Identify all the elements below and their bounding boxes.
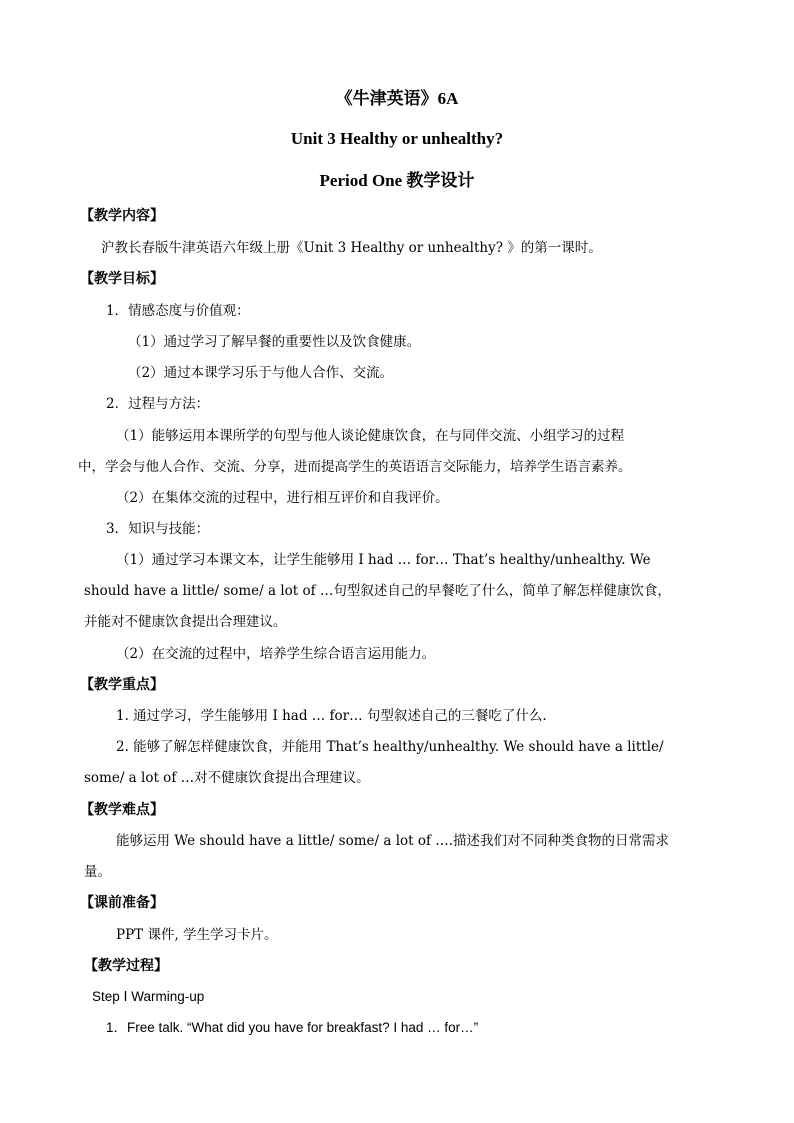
step-1-item-1: 1．Free talk. “What did you have for breakfast? I had … for…” — [106, 1020, 479, 1035]
goal-3: 3．知识与技能： — [106, 521, 210, 537]
goal-2-1-line2: 中，学会与他人合作、交流、分享，进而提高学生的英语语言交际能力，培养学生语言素养。 — [78, 459, 632, 475]
goal-2-2: （2）在集体交流的过程中，进行相互评价和自我评价。 — [116, 490, 449, 506]
heading-goals: 【教学目标】 — [80, 271, 164, 287]
heading-key-points: 【教学重点】 — [80, 677, 164, 693]
goal-1-1: （1）通过学习了解早餐的重要性以及饮食健康。 — [128, 334, 421, 350]
key-point-2-line1: 2. 能够了解怎样健康饮食，并能用 That’s healthy/unhealthy. We should have a little/ — [116, 739, 664, 755]
difficulty-line1: 能够运用 We should have a little/ some/ a lot of ….描述我们对不同种类食物的日常需求 — [116, 833, 670, 849]
key-point-2-line2: some/ a lot of …对不健康饮食提出合理建议。 — [84, 770, 370, 786]
unit-title: Unit 3 Healthy or unhealthy? — [290, 129, 504, 148]
heading-content: 【教学内容】 — [80, 208, 164, 224]
heading-preparation: 【课前准备】 — [80, 895, 164, 911]
goal-3-1-line1: （1）通过学习本课文本，让学生能够用 I had … for… That’s healthy/unhealthy. We — [116, 552, 651, 568]
heading-process: 【教学过程】 — [84, 958, 168, 974]
goal-1: 1．情感态度与价值观： — [106, 303, 250, 319]
key-point-1: 1. 通过学习，学生能够用 I had … for… 句型叙述自己的三餐吃了什么. — [116, 708, 547, 724]
period-title: Period One 教学设计 — [319, 171, 475, 190]
goal-3-1-line2: should have a little/ some/ a lot of …句型叙述自己的早餐吃了什么，简单了解怎样健康饮食， — [84, 583, 671, 599]
goal-2-1-line1: （1）能够运用本课所学的句型与他人谈论健康饮食，在与同伴交流、小组学习的过程 — [116, 428, 625, 444]
step-1-heading: Step Ⅰ Warming-up — [92, 989, 205, 1004]
content-text: 沪教长春版牛津英语六年级上册《Unit 3 Healthy or unhealthy? 》的第一课时。 — [101, 240, 602, 256]
preparation-text: PPT 课件, 学生学习卡片。 — [116, 927, 278, 943]
goal-1-2: （2）通过本课学习乐于与他人合作、交流。 — [128, 365, 394, 381]
goal-3-2: （2）在交流的过程中，培养学生综合语言运用能力。 — [116, 646, 436, 662]
difficulty-line2: 量。 — [84, 864, 111, 880]
goal-3-1-line3: 并能对不健康饮食提出合理建议。 — [84, 614, 287, 630]
doc-title: 《牛津英语》6A — [335, 89, 459, 108]
heading-difficulties: 【教学难点】 — [80, 802, 164, 818]
goal-2: 2．过程与方法： — [106, 396, 210, 412]
